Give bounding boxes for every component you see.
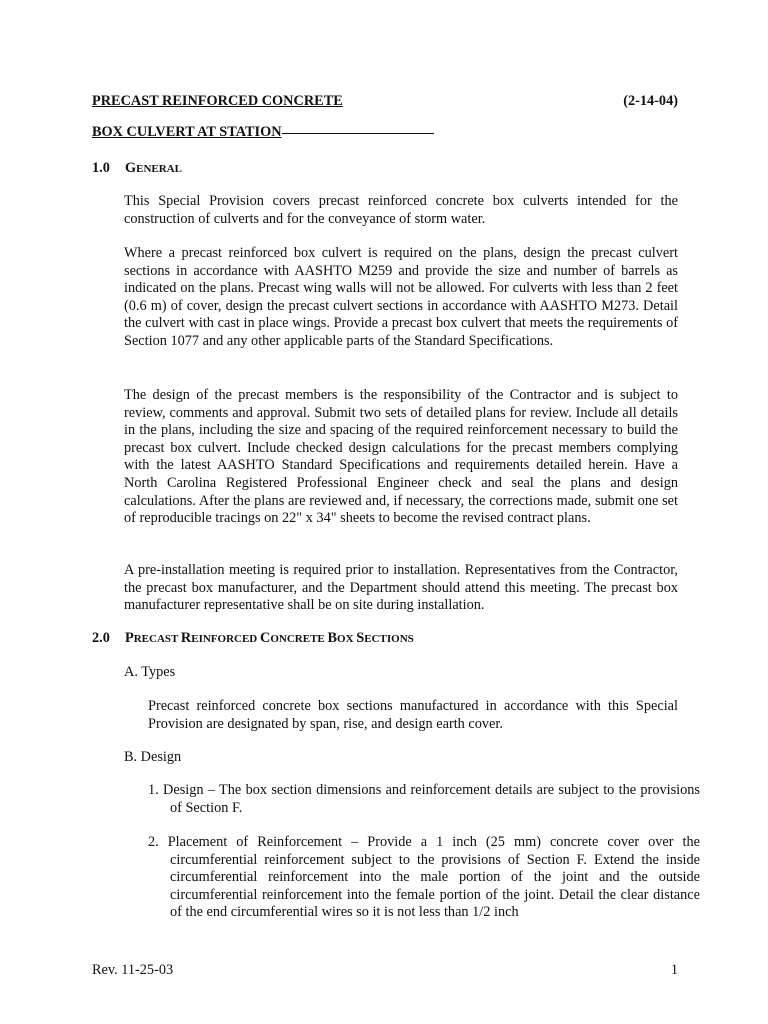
section-2-title-part: OX (337, 633, 357, 645)
footer-page-number: 1 (670, 962, 678, 978)
item-a-text: Precast reinforced concrete box sections manufactured in accordance with this Special Provision are designated by span, rise, and design earth cover. (148, 698, 678, 732)
title-line-2 (92, 119, 434, 141)
section-2-title-part: ONCRETE (270, 633, 328, 645)
section-1-paragraph: Where a precast reinforced box culvert is required on the plans, design the precast culvert sections in accordance with AASHTO M259 and provide the size and number of barrels as indicated on the plans. Precast wing walls will not be allowed. For culverts with less than 2 feet (0.6 m) of cover, design the precast culvert sections in accordance with AASHTO M273. Detail the culvert with cast in place wings. Provide a precast box culvert that meets the requirements of Section 1077 and any other applicable parts of the Standard Specifications. (124, 245, 678, 349)
item-b1-text: 1. Design – The box section dimensions and reinforcement details are subject to the provisions of Section F. (148, 782, 700, 816)
section-1-paragraph: The design of the precast members is the responsibility of the Contractor and is subject to review, comments and approval. Submit two sets of detailed plans for review. Include all details in the plans, including the size and spacing of the required reinforcement necessary to build the precast box culvert. Include checked design calculations for the precast members complying with the latest AASHTO Standard Specifications and requirements detailed herein. Have a North Carolina Registered Professional Engineer check and seal the plans and design calculations. After the plans are reviewed and, if necessary, the corrections made, submit one set of reproducible tracings on 22" x 34" sheets to become the revised contract plans. (124, 387, 678, 527)
section-2-number: 2.0 (92, 630, 110, 646)
section-2-title-part: EINFORCED (191, 633, 261, 645)
section-1-title-rest: ENERAL (136, 163, 182, 175)
section-2-title-initial: C (260, 630, 271, 646)
section-1-title-initial: G (125, 160, 137, 176)
section-2-heading (92, 630, 414, 647)
item-b-label: B. Design (124, 749, 182, 765)
section-2-title-initial: B (327, 630, 338, 646)
section-2-title (125, 630, 414, 646)
section-2-title-initial: P (125, 630, 134, 646)
section-2-title-part: RECAST (133, 633, 181, 645)
section-1-paragraph: This Special Provision covers precast reinforced concrete box culverts intended for the construction of culverts and for the conveyance of storm water. (124, 193, 678, 227)
item-a-label: A. Types (124, 664, 176, 680)
station-blank (282, 119, 434, 134)
section-2-title-initial: S (356, 630, 365, 646)
title-line-2-text: BOX CULVERT AT STATION (92, 124, 282, 140)
section-1-number: 1.0 (92, 160, 110, 176)
section-1-paragraph: A pre-installation meeting is required prior to installation. Representatives from the Contractor, the precast box manufacturer, and the Department should attend this meeting. The precast box manufacturer representative shall be on site during installation. (124, 562, 678, 614)
document-date: (2-14-04) (623, 93, 678, 109)
section-2-title-initial: R (180, 630, 192, 646)
section-2-title-part: ECTIONS (364, 633, 414, 645)
item-b2-text: 2. Placement of Reinforcement – Provide a 1 inch (25 mm) concrete cover over the circumferential reinforcement subject to the provisions of Section F. Extend the inside circumferential reinforcement into the male portion of the joint and the outside circumferential reinforcement into the female portion of the joint. Detail the clear distance of the end circumferential wires so it is not less than 1/2 inch (148, 834, 700, 921)
section-1-title (125, 160, 182, 176)
section-1-heading (92, 160, 182, 177)
footer-revision: Rev. 11-25-03 (92, 962, 174, 978)
title-line-1: PRECAST REINFORCED CONCRETE (92, 93, 343, 109)
